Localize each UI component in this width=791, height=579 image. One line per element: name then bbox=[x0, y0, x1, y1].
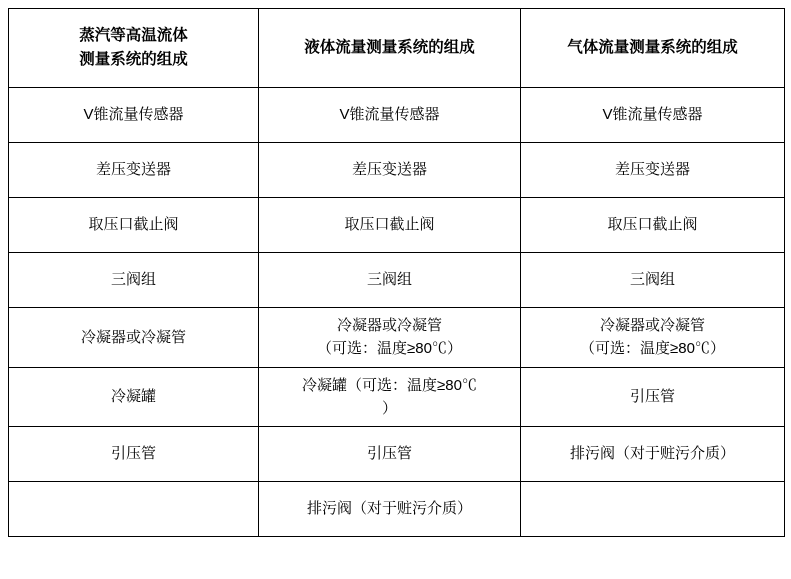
cell-liquid bbox=[259, 198, 521, 253]
cell-liquid bbox=[259, 253, 521, 308]
cell-text-note: ） bbox=[381, 399, 397, 417]
cell-steam-empty bbox=[9, 482, 259, 537]
cell-text: 引压管 bbox=[366, 445, 412, 463]
table-header bbox=[9, 9, 785, 88]
cell-text: 差压变送器 bbox=[95, 161, 171, 179]
cell-liquid bbox=[259, 427, 521, 482]
cell-text: V锥流量传感器 bbox=[339, 106, 440, 124]
cell-text: 取压口截止阀 bbox=[88, 216, 179, 234]
column-header-gas-line-1: 气体流量测量系统的组成 bbox=[567, 38, 738, 56]
cell-steam bbox=[9, 308, 259, 368]
table-row bbox=[9, 88, 785, 143]
cell-text: 冷凝器或冷凝管 bbox=[80, 328, 186, 346]
column-header-steam bbox=[9, 9, 259, 88]
cell-gas bbox=[521, 198, 785, 253]
cell-text: 取压口截止阀 bbox=[607, 216, 698, 234]
cell-text: 冷凝器或冷凝管 bbox=[336, 317, 442, 334]
table-header-row bbox=[9, 9, 785, 88]
cell-steam bbox=[9, 367, 259, 427]
cell-steam bbox=[9, 88, 259, 143]
cell-liquid bbox=[259, 482, 521, 537]
table-row bbox=[9, 367, 785, 427]
cell-text: 冷凝器或冷凝管 bbox=[599, 317, 705, 334]
cell-liquid bbox=[259, 143, 521, 198]
cell-text-note: （可选：温度≥80℃） bbox=[580, 340, 725, 358]
table-row bbox=[9, 198, 785, 253]
column-header-gas bbox=[521, 9, 785, 88]
column-header-liquid bbox=[259, 9, 521, 88]
cell-gas bbox=[521, 143, 785, 198]
cell-gas bbox=[521, 308, 785, 368]
cell-steam bbox=[9, 253, 259, 308]
cell-gas bbox=[521, 88, 785, 143]
cell-gas bbox=[521, 427, 785, 482]
table-row bbox=[9, 253, 785, 308]
table-row bbox=[9, 427, 785, 482]
cell-gas bbox=[521, 367, 785, 427]
cell-text: 三阀组 bbox=[110, 271, 156, 289]
cell-liquid bbox=[259, 88, 521, 143]
cell-text: 引压管 bbox=[110, 445, 156, 463]
cell-text: V锥流量传感器 bbox=[602, 106, 703, 124]
measurement-system-composition-table bbox=[8, 8, 785, 537]
table-body bbox=[9, 88, 785, 537]
cell-text: 排污阀（对于赃污介质） bbox=[569, 445, 735, 463]
cell-text: 引压管 bbox=[629, 388, 675, 406]
cell-text: 冷凝罐（可选：温度≥80℃ bbox=[302, 376, 477, 394]
cell-steam bbox=[9, 198, 259, 253]
cell-liquid bbox=[259, 367, 521, 427]
cell-gas-empty bbox=[521, 482, 785, 537]
cell-text: 三阀组 bbox=[366, 271, 412, 289]
cell-text: 差压变送器 bbox=[351, 161, 427, 179]
cell-gas bbox=[521, 253, 785, 308]
column-header-steam-line-2: 测量系统的组成 bbox=[79, 51, 188, 68]
table-row bbox=[9, 308, 785, 368]
cell-steam bbox=[9, 143, 259, 198]
table-row bbox=[9, 143, 785, 198]
cell-text: 取压口截止阀 bbox=[344, 216, 435, 234]
cell-text: 冷凝罐 bbox=[110, 388, 156, 406]
cell-text: V锥流量传感器 bbox=[83, 106, 184, 124]
cell-text-note: （可选：温度≥80℃） bbox=[317, 340, 462, 358]
column-header-liquid-line-1: 液体流量测量系统的组成 bbox=[304, 38, 475, 56]
cell-text: 差压变送器 bbox=[614, 161, 690, 179]
cell-steam bbox=[9, 427, 259, 482]
column-header-steam-line-1: 蒸汽等高温流体 bbox=[79, 26, 188, 44]
table-row bbox=[9, 482, 785, 537]
cell-text: 排污阀（对于赃污介质） bbox=[306, 500, 472, 518]
cell-text: 三阀组 bbox=[629, 271, 675, 289]
cell-liquid bbox=[259, 308, 521, 368]
